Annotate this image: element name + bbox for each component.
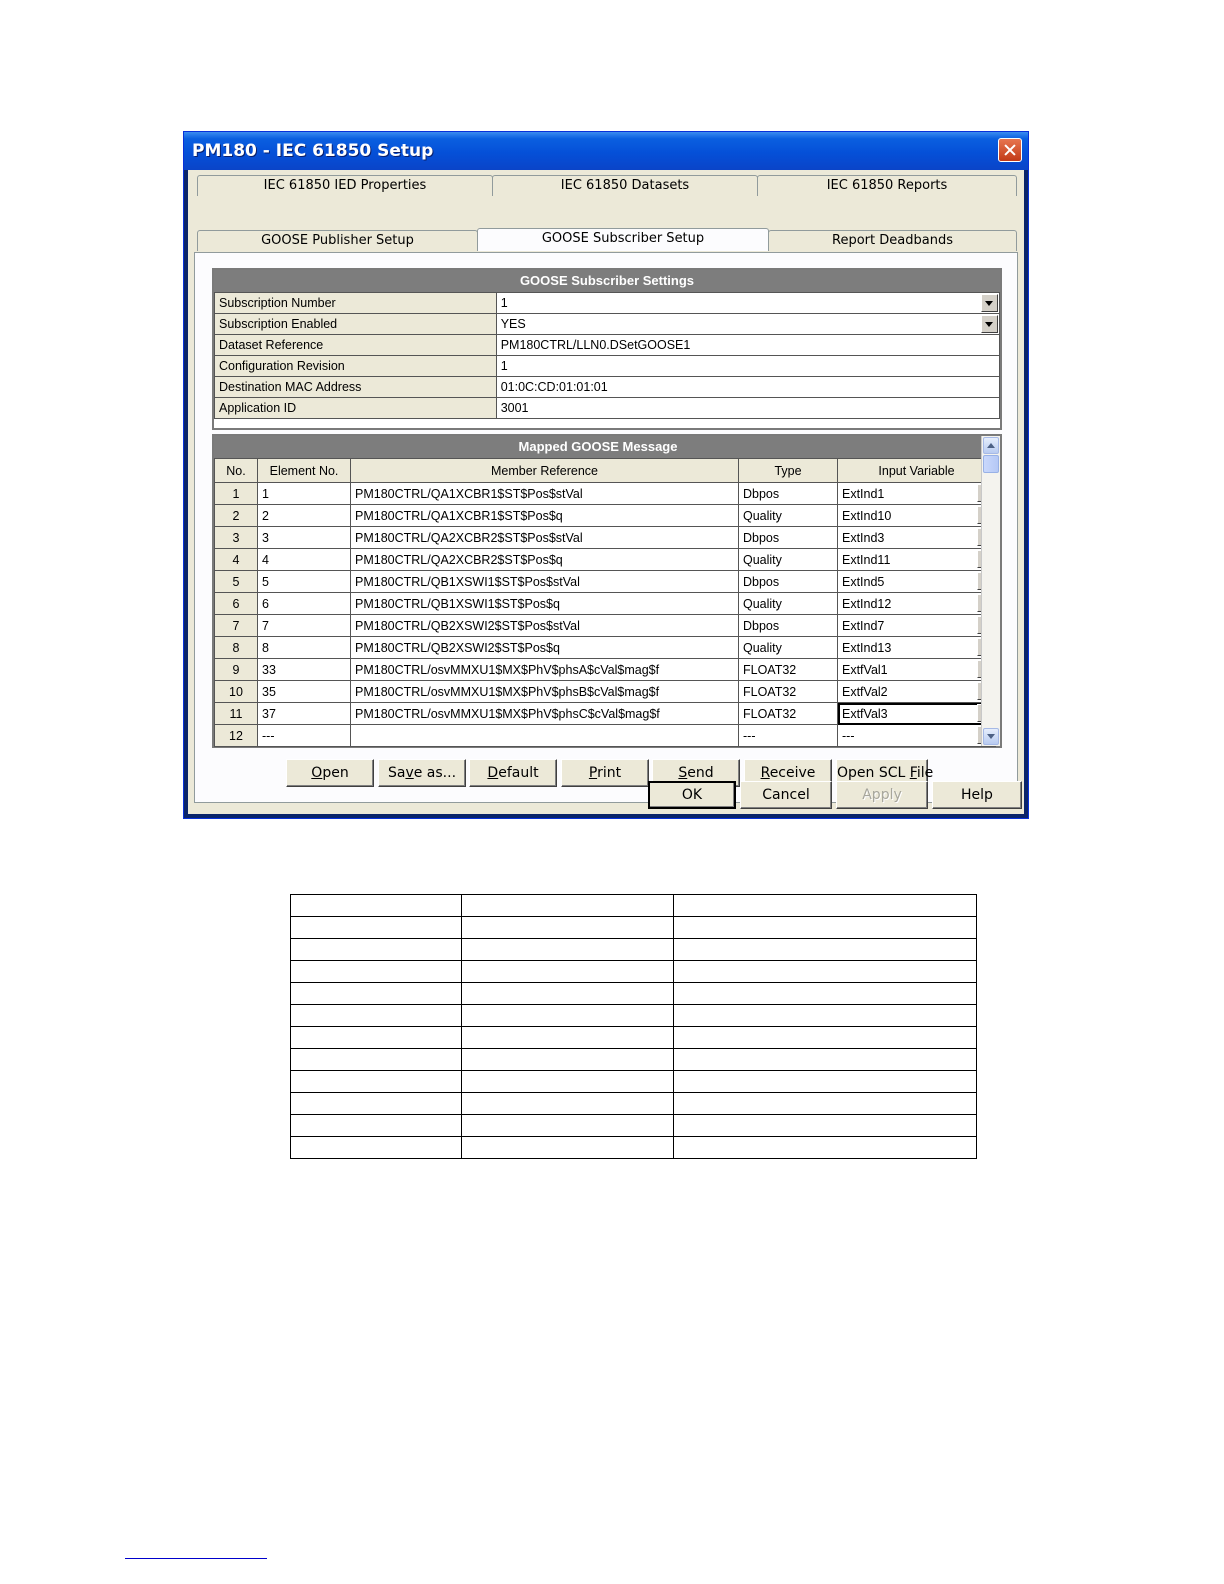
blank-cell [462, 939, 674, 961]
button-label: Receive [760, 765, 816, 781]
window-title: PM180 - IEC 61850 Setup [192, 141, 434, 161]
mapped-row[interactable] [215, 681, 996, 703]
data-type: FLOAT32 [743, 706, 797, 721]
input-variable: ExtInd5 [842, 574, 885, 589]
blank-row [291, 1137, 977, 1159]
element-number-cell[interactable] [258, 527, 351, 549]
settings-row [215, 335, 1000, 356]
blank-cell [674, 1005, 977, 1027]
data-type: FLOAT32 [743, 662, 797, 677]
member-reference-cell[interactable] [351, 505, 739, 527]
mapped-row[interactable] [215, 527, 996, 549]
element-number-cell[interactable] [258, 659, 351, 681]
close-icon[interactable] [998, 138, 1022, 162]
input-variable-cell[interactable] [838, 593, 996, 615]
row-number: 5 [232, 574, 240, 589]
blank-cell [462, 1115, 674, 1137]
mapped-row[interactable] [215, 637, 996, 659]
data-type: Quality [743, 508, 782, 523]
default-button[interactable] [469, 759, 557, 787]
row-number: 1 [232, 486, 240, 501]
blank-row [291, 1049, 977, 1071]
blank-cell [462, 1049, 674, 1071]
input-variable: ExtInd12 [842, 596, 892, 611]
apply-button[interactable]: Apply [836, 781, 928, 809]
blank-cell [291, 917, 462, 939]
title-bar[interactable] [184, 132, 1028, 170]
footnote-separator [125, 1558, 267, 1559]
blank-row [291, 1093, 977, 1115]
col-type-header: Type [739, 459, 838, 483]
data-type-cell[interactable] [739, 571, 838, 593]
row-number: 7 [232, 618, 240, 633]
blank-cell [462, 895, 674, 917]
blank-cell [291, 1027, 462, 1049]
data-type-cell[interactable] [739, 659, 838, 681]
save-as-button[interactable] [378, 759, 466, 787]
blank-cell [674, 917, 977, 939]
open-button[interactable] [286, 759, 374, 787]
blank-row [291, 939, 977, 961]
member-reference: PM180CTRL/QA2XCBR2$ST$Pos$q [355, 552, 563, 567]
setting-dropdown[interactable] [496, 293, 999, 314]
member-reference-cell[interactable] [351, 571, 739, 593]
row-number-cell [215, 637, 258, 659]
row-number: 2 [232, 508, 240, 523]
input-variable: ExtInd11 [842, 552, 891, 567]
member-reference: PM180CTRL/osvMMXU1$MX$PhV$phsC$cVal$mag$f [355, 706, 660, 721]
member-reference: PM180CTRL/osvMMXU1$MX$PhV$phsB$cVal$mag$f [355, 684, 660, 699]
blank-cell [291, 895, 462, 917]
blank-cell [291, 1137, 462, 1159]
data-type-cell[interactable] [739, 527, 838, 549]
blank-row [291, 895, 977, 917]
input-variable-cell[interactable] [838, 505, 996, 527]
member-reference: PM180CTRL/QA2XCBR2$ST$Pos$stVal [355, 530, 583, 545]
col-element-no-header: Element No. [258, 459, 351, 483]
setting-value: 1 [500, 359, 508, 373]
ok-button[interactable]: OK [648, 781, 736, 809]
blank-cell [674, 983, 977, 1005]
blank-cell [291, 1049, 462, 1071]
mapped-row[interactable] [215, 483, 996, 505]
row-number: 9 [232, 662, 240, 677]
cancel-button[interactable]: Cancel [740, 781, 832, 809]
row-number-cell [215, 681, 258, 703]
blank-cell [674, 1137, 977, 1159]
tab-ied-properties[interactable]: IEC 61850 IED Properties [197, 175, 493, 196]
settings-row [215, 356, 1000, 377]
settings-table [214, 292, 1000, 419]
scroll-thumb[interactable] [983, 455, 999, 473]
member-reference-cell[interactable] [351, 637, 739, 659]
member-reference: PM180CTRL/QB1XSWI1$ST$Pos$stVal [355, 574, 580, 589]
dropdown-arrow-icon[interactable] [981, 315, 998, 333]
element-number-cell[interactable] [258, 593, 351, 615]
blank-row [291, 1115, 977, 1137]
button-label: Save as... [387, 765, 457, 781]
blank-cell [291, 961, 462, 983]
blank-cell [462, 1005, 674, 1027]
element-number-cell[interactable] [258, 681, 351, 703]
setup-dialog [183, 131, 1029, 819]
element-number: 3 [262, 530, 269, 545]
data-type-cell[interactable] [739, 637, 838, 659]
mapped-goose-grid [212, 434, 1002, 748]
input-variable-cell[interactable] [838, 725, 996, 747]
element-number: 7 [262, 618, 269, 633]
data-type: --- [743, 728, 756, 743]
input-variable: ExtInd10 [842, 508, 892, 523]
row-number-cell [215, 505, 258, 527]
input-variable: ExtInd7 [842, 618, 885, 633]
input-variable: ExtInd3 [842, 530, 885, 545]
element-number: 1 [262, 486, 269, 501]
data-type-cell[interactable] [739, 505, 838, 527]
data-type-cell[interactable] [739, 483, 838, 505]
element-number: 33 [262, 662, 276, 677]
blank-cell [674, 961, 977, 983]
member-reference-cell[interactable] [351, 725, 739, 747]
data-type: Dbpos [743, 574, 780, 589]
row-number-cell [215, 483, 258, 505]
row-number-cell [215, 703, 258, 725]
settings-row [215, 293, 1000, 314]
data-type: Quality [743, 552, 782, 567]
tab-reports[interactable]: IEC 61850 Reports [757, 175, 1017, 196]
setting-value: YES [500, 317, 526, 331]
element-number: 8 [262, 640, 269, 655]
row-number: 11 [229, 706, 243, 721]
row-number-cell [215, 593, 258, 615]
setting-value: 01:0C:CD:01:01:01 [500, 380, 608, 394]
input-variable: ExtfVal2 [842, 684, 888, 699]
setting-label: Subscription Enabled [215, 314, 497, 335]
member-reference-cell[interactable] [351, 615, 739, 637]
blank-cell [674, 939, 977, 961]
blank-cell [674, 1071, 977, 1093]
row-number-cell [215, 571, 258, 593]
member-reference: PM180CTRL/osvMMXU1$MX$PhV$phsA$cVal$mag$f [355, 662, 660, 677]
input-variable-cell[interactable] [838, 703, 996, 725]
blank-cell [462, 1093, 674, 1115]
setting-label: Configuration Revision [215, 356, 497, 377]
member-reference: PM180CTRL/QB2XSWI2$ST$Pos$stVal [355, 618, 580, 633]
member-reference-cell[interactable] [351, 659, 739, 681]
mapped-header: Mapped GOOSE Message [214, 436, 982, 458]
data-type: Quality [743, 640, 782, 655]
settings-row [215, 314, 1000, 335]
member-reference-cell[interactable] [351, 681, 739, 703]
member-reference: PM180CTRL/QB2XSWI2$ST$Pos$q [355, 640, 560, 655]
tab-report-deadbands[interactable]: Report Deadbands [768, 230, 1017, 251]
data-type: Dbpos [743, 618, 780, 633]
row-number-cell [215, 527, 258, 549]
row-number-cell [215, 659, 258, 681]
subscriber-settings-grid [212, 268, 1002, 430]
settings-row [215, 398, 1000, 419]
row-number-cell [215, 615, 258, 637]
button-label: Send [678, 765, 714, 781]
blank-cell [291, 1093, 462, 1115]
tab-goose-publisher[interactable]: GOOSE Publisher Setup [197, 230, 478, 251]
data-type: Dbpos [743, 486, 780, 501]
element-number-cell[interactable] [258, 637, 351, 659]
blank-cell [674, 1115, 977, 1137]
data-type: FLOAT32 [743, 684, 797, 699]
mapped-scrollbar[interactable] [981, 436, 1000, 746]
mapped-row[interactable] [215, 659, 996, 681]
col-member-reference-header: Member Reference [351, 459, 739, 483]
input-variable-cell[interactable] [838, 659, 996, 681]
tab-goose-subscriber[interactable]: GOOSE Subscriber Setup [477, 228, 769, 251]
input-variable: ExtfVal1 [842, 662, 888, 677]
blank-cell [462, 983, 674, 1005]
input-variable: --- [842, 728, 855, 743]
setting-dropdown[interactable] [496, 314, 999, 335]
row-number: 8 [232, 640, 240, 655]
settings-header: GOOSE Subscriber Settings [214, 270, 1000, 292]
data-type-cell[interactable] [739, 703, 838, 725]
col-input-variable-header: Input Variable [838, 459, 996, 483]
button-label: Open [311, 765, 349, 781]
member-reference-cell[interactable] [351, 703, 739, 725]
setting-label: Destination MAC Address [215, 377, 497, 398]
scroll-down-icon[interactable] [983, 728, 999, 745]
blank-row [291, 1027, 977, 1049]
button-label: Open SCL File [837, 765, 934, 781]
blank-row [291, 983, 977, 1005]
setting-value-field[interactable] [496, 377, 999, 398]
input-variable: ExtfVal3 [842, 706, 888, 721]
blank-cell [291, 1115, 462, 1137]
element-number: 2 [262, 508, 269, 523]
setting-label: Dataset Reference [215, 335, 497, 356]
element-number-cell[interactable] [258, 505, 351, 527]
row-number: 4 [232, 552, 240, 567]
blank-cell [674, 1027, 977, 1049]
blank-cell [291, 1005, 462, 1027]
setting-label: Subscription Number [215, 293, 497, 314]
mapped-row[interactable] [215, 725, 996, 747]
blank-cell [462, 1027, 674, 1049]
data-type: Quality [743, 596, 782, 611]
element-number: 5 [262, 574, 269, 589]
element-number: 6 [262, 596, 269, 611]
element-number: --- [262, 728, 275, 743]
element-number-cell[interactable] [258, 725, 351, 747]
blank-cell [462, 961, 674, 983]
input-variable-cell[interactable] [838, 483, 996, 505]
input-variable-cell[interactable] [838, 549, 996, 571]
member-reference-cell[interactable] [351, 593, 739, 615]
blank-table [290, 894, 977, 1159]
element-number: 4 [262, 552, 269, 567]
element-number-cell[interactable] [258, 549, 351, 571]
blank-cell [462, 1071, 674, 1093]
input-variable-cell[interactable] [838, 637, 996, 659]
row-number: 10 [229, 684, 243, 699]
scroll-up-icon[interactable] [983, 437, 999, 454]
row-number-cell [215, 549, 258, 571]
row-number: 12 [229, 728, 243, 743]
blank-row [291, 917, 977, 939]
blank-cell [291, 983, 462, 1005]
member-reference-cell[interactable] [351, 549, 739, 571]
blank-cell [674, 895, 977, 917]
help-button[interactable]: Help [932, 781, 1022, 809]
tab-datasets[interactable]: IEC 61850 Datasets [492, 175, 758, 196]
member-reference: PM180CTRL/QB1XSWI1$ST$Pos$q [355, 596, 560, 611]
setting-value-field[interactable] [496, 335, 999, 356]
setting-value: 3001 [500, 401, 529, 415]
blank-cell [674, 1093, 977, 1115]
dropdown-arrow-icon[interactable] [981, 294, 998, 312]
blank-row [291, 961, 977, 983]
row-number-cell [215, 725, 258, 747]
data-type-cell[interactable] [739, 681, 838, 703]
member-reference-cell[interactable] [351, 527, 739, 549]
mapped-row[interactable] [215, 571, 996, 593]
data-type-cell[interactable] [739, 725, 838, 747]
dialog-client [188, 170, 1024, 814]
data-type-cell[interactable] [739, 549, 838, 571]
blank-cell [291, 1071, 462, 1093]
button-label: Default [487, 765, 539, 781]
element-number-cell[interactable] [258, 703, 351, 725]
input-variable-cell[interactable] [838, 615, 996, 637]
element-number-cell[interactable] [258, 483, 351, 505]
input-variable: ExtInd13 [842, 640, 892, 655]
input-variable-cell[interactable] [838, 571, 996, 593]
blank-cell [291, 939, 462, 961]
input-variable: ExtInd1 [842, 486, 885, 501]
member-reference: PM180CTRL/QA1XCBR1$ST$Pos$stVal [355, 486, 583, 501]
input-variable-cell[interactable] [838, 527, 996, 549]
blank-cell [674, 1049, 977, 1071]
input-variable-cell[interactable] [838, 681, 996, 703]
element-number: 35 [262, 684, 276, 699]
setting-value: 1 [500, 296, 508, 310]
setting-value-field[interactable] [496, 356, 999, 377]
mapped-row[interactable] [215, 593, 996, 615]
data-type: Dbpos [743, 530, 780, 545]
col-no-header: No. [215, 459, 258, 483]
mapped-row[interactable] [215, 703, 996, 725]
button-label: Print [588, 765, 622, 781]
element-number: 37 [262, 706, 276, 721]
setting-value: PM180CTRL/LLN0.DSetGOOSE1 [500, 338, 691, 352]
blank-row [291, 1005, 977, 1027]
goose-subscriber-panel [194, 252, 1018, 803]
mapped-row[interactable] [215, 505, 996, 527]
setting-label: Application ID [215, 398, 497, 419]
blank-cell [462, 1137, 674, 1159]
blank-row [291, 1071, 977, 1093]
member-reference: PM180CTRL/QA1XCBR1$ST$Pos$q [355, 508, 563, 523]
blank-cell [462, 917, 674, 939]
settings-row [215, 377, 1000, 398]
data-type-cell[interactable] [739, 615, 838, 637]
mapped-row[interactable] [215, 549, 996, 571]
mapped-table [214, 458, 996, 747]
print-button[interactable] [561, 759, 649, 787]
setting-value-field[interactable] [496, 398, 999, 419]
mapped-row[interactable] [215, 615, 996, 637]
row-number: 6 [232, 596, 240, 611]
element-number-cell[interactable] [258, 571, 351, 593]
element-number-cell[interactable] [258, 615, 351, 637]
row-number: 3 [232, 530, 240, 545]
member-reference-cell[interactable] [351, 483, 739, 505]
data-type-cell[interactable] [739, 593, 838, 615]
